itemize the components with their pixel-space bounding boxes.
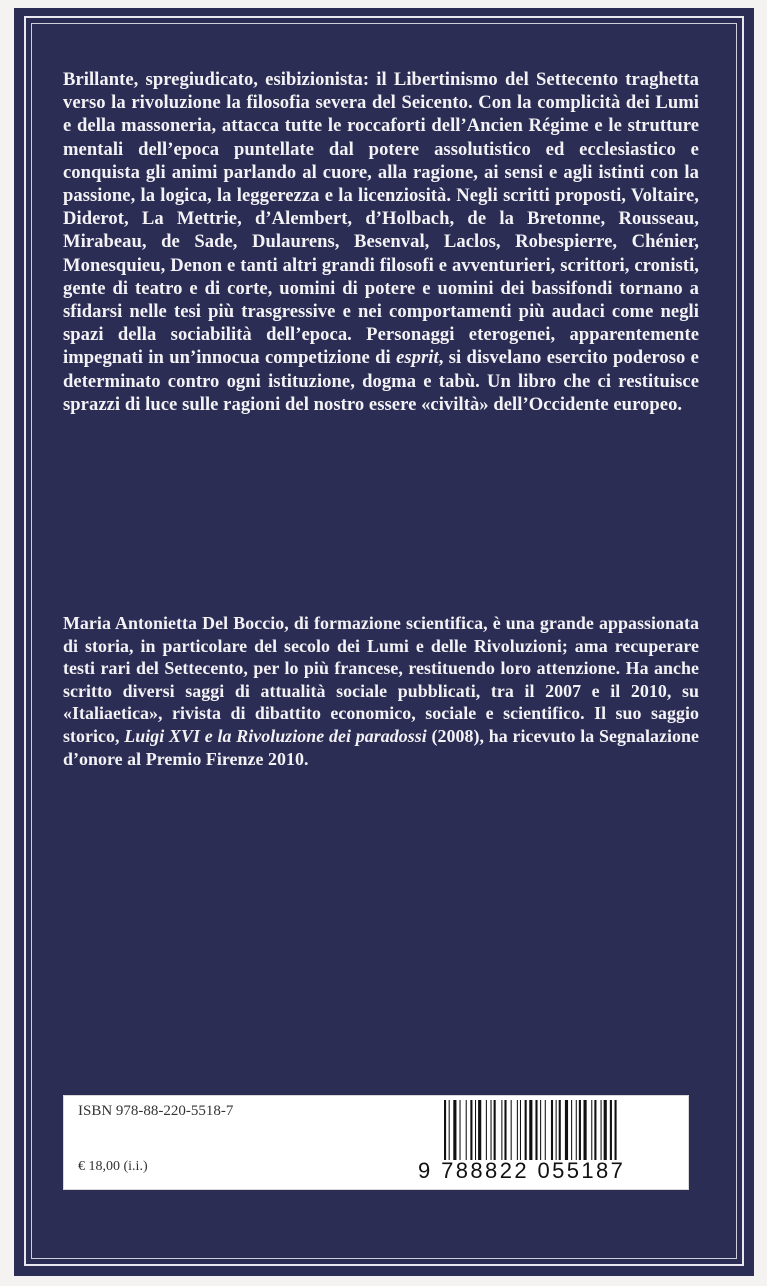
barcode-bar (453, 1100, 456, 1160)
barcode-bar (504, 1100, 506, 1160)
barcode-bar (584, 1100, 587, 1160)
price-label: € 18,00 (i.i.) (78, 1159, 148, 1174)
blurb-italic: esprit (396, 347, 439, 369)
barcode-bar (571, 1100, 572, 1160)
barcode-bars (442, 1100, 682, 1160)
author-bio-text-1: Maria Antonietta Del Boccio, di formazione scientifica, è una grande appassionata di storia, in particolare del secolo dei Lumi e delle Rivoluzioni; ama recuperare testi rari del Settecento, per lo più francese, restituendo loro attenzione. Ha anche scritto diversi saggi di attualità sociale pubblicati, tra il 2007 e il 2010, su «Italiaetica», rivista di dibattito economico, sociale e scientifico. Il suo saggio storico, (63, 613, 699, 746)
barcode-bar (540, 1100, 541, 1160)
barcode-bar (601, 1100, 602, 1160)
barcode-bar (460, 1100, 461, 1160)
barcode-bar (576, 1100, 577, 1160)
barcode-bar (517, 1100, 518, 1160)
barcode-bar (466, 1100, 467, 1160)
barcode-bar (535, 1100, 537, 1160)
barcode-bar (501, 1100, 502, 1160)
author-bio-paragraph (63, 612, 699, 770)
barcode-bar (565, 1100, 568, 1160)
barcode-bar (579, 1100, 581, 1160)
barcode-bar (486, 1100, 487, 1160)
barcode-bar (478, 1100, 481, 1160)
barcode-bar (559, 1100, 561, 1160)
barcode-bar (604, 1100, 607, 1160)
author-bio-italic-title: Luigi XVI e la Rivoluzione dei paradossi (124, 725, 427, 746)
barcode-bar (511, 1100, 512, 1160)
barcode-bar (444, 1100, 446, 1160)
barcode-bar (551, 1100, 553, 1160)
blurb-text-2: , si disvelano esercito poderoso e determinato contro ogni istituzione, dogma e tabù. Un libro che ci restituisce sprazzi di luce sulle ragioni del nostro essere «civiltà» dell’Occidente europeo. (63, 347, 699, 415)
back-cover (14, 8, 754, 1276)
blurb-text-1: Brillante, spregiudicato, esibizionista: il Libertinismo del Settecento traghetta verso la rivoluzione la filosofia severa del Seicento. Con la complicità dei Lumi e della massoneria, attacca tutte le roccaforti dell’Ancien Régime e le strutture mentali dell’epoca puntellate dal potere assolutistico ed ecclesiastico e conquista gli animi parlando al cuore, alla ragione, ai sensi e agli istinti con la passione, la logica, la leggerezza e la licenziosità. Negli scritti proposti, Voltaire, Diderot, La Mettrie, d’Alembert, d’Holbach, de la Bretonne, Rousseau, Mirabeau, de Sade, Dulaurens, Besenval, Laclos, Robespierre, Chénier, Monesquieu, Denon e tanti altri grandi filosofi e avventurieri, scrittori, cronisti, gente di teatro e di corte, uomini di potere e uomini dei bassifondi tornano a sfidarsi nelle tesi più trasgressive e nei comportamenti più audaci come negli spazi della sociabilità dell’epoca. Personaggi eterogenei, apparentemente impegnati in un’innocua competizione di (63, 69, 699, 369)
barcode-bar (594, 1100, 596, 1160)
barcode-bar (520, 1100, 521, 1160)
barcode-box (63, 1095, 689, 1190)
isbn-label: ISBN 978-88-220-5518-7 (78, 1103, 234, 1119)
barcode-digits: 9 788822 055187 (418, 1158, 626, 1183)
blurb-paragraph (63, 68, 699, 416)
barcode-bar (449, 1100, 450, 1160)
barcode-bar (475, 1100, 476, 1160)
barcode-bar (615, 1100, 617, 1160)
barcode-bar (556, 1100, 557, 1160)
barcode-bar (494, 1100, 496, 1160)
barcode-bar (529, 1100, 532, 1160)
barcode-bar (470, 1100, 472, 1160)
author-bio-text-2: (2008), ha ricevuto la Segnalazione d’onore al Premio Firenze 2010. (63, 725, 699, 769)
barcode-bar (525, 1100, 527, 1160)
barcode-bar (610, 1100, 612, 1160)
barcode-bar (491, 1100, 492, 1160)
barcode-bar (591, 1100, 592, 1160)
barcode-bar (545, 1100, 546, 1160)
